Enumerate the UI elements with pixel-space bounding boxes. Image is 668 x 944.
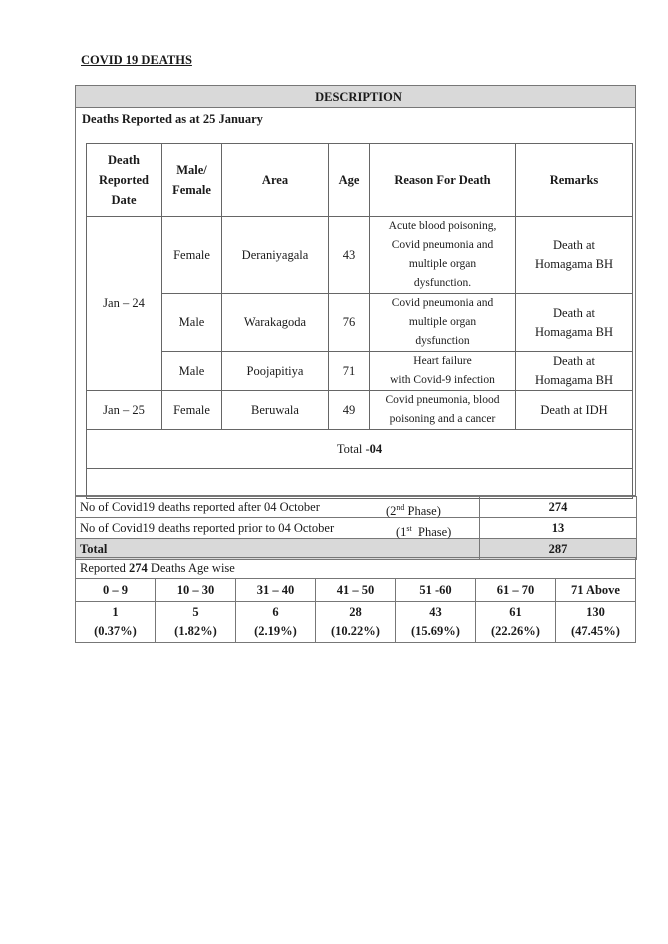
area-cell: Warakagoda — [222, 294, 329, 352]
reason-cell: Heart failure with Covid-9 infection — [370, 352, 516, 391]
area-cell: Deraniyagala — [222, 217, 329, 294]
page-title: COVID 19 DEATHS — [81, 53, 192, 67]
age-count-cell: 6 (2.19%) — [236, 602, 316, 643]
age-count-cell: 130 (47.45%) — [556, 602, 636, 643]
age-count-cell: 1 (0.37%) — [76, 602, 156, 643]
reason-cell: Acute blood poisoning, Covid pneumonia and multiple organ dysfunction. — [370, 217, 516, 294]
age-count-cell: 61 (22.26%) — [476, 602, 556, 643]
area-cell: Beruwala — [222, 391, 329, 430]
remarks-cell: Death at Homagama BH — [516, 352, 633, 391]
header-sex: Male/ Female — [162, 144, 222, 217]
age-range-cell: 0 – 9 — [76, 579, 156, 602]
age-cell: 71 — [329, 352, 370, 391]
table-row — [87, 294, 633, 352]
remarks-cell: Death at Homagama BH — [516, 217, 633, 294]
age-range-cell: 61 – 70 — [476, 579, 556, 602]
total-cell: Total -04 — [87, 430, 633, 469]
description-header: DESCRIPTION — [76, 86, 635, 108]
reason-cell: Covid pneumonia and multiple organ dysfunction — [370, 294, 516, 352]
age-wise-caption-row — [76, 558, 636, 579]
remarks-cell: Death at Homagama BH — [516, 294, 633, 352]
summary-total-value: 287 — [480, 539, 637, 560]
age-count-cell: 28 (10.22%) — [316, 602, 396, 643]
age-cell: 76 — [329, 294, 370, 352]
reason-cell: Covid pneumonia, blood poisoning and a cancer — [370, 391, 516, 430]
table-row — [87, 391, 633, 430]
summary-total-label: Total — [76, 539, 480, 560]
empty-row — [87, 469, 633, 499]
age-range-cell: 10 – 30 — [156, 579, 236, 602]
age-count-cell: 43 (15.69%) — [396, 602, 476, 643]
sex-cell: Male — [162, 352, 222, 391]
empty-cell — [87, 469, 633, 499]
age-range-cell: 71 Above — [556, 579, 636, 602]
header-reason: Reason For Death — [370, 144, 516, 217]
date-cell: Jan – 24 — [87, 217, 162, 391]
date-cell: Jan – 25 — [87, 391, 162, 430]
age-cell: 43 — [329, 217, 370, 294]
summary-table — [75, 496, 637, 560]
sex-cell: Female — [162, 391, 222, 430]
area-cell: Poojapitiya — [222, 352, 329, 391]
sex-cell: Female — [162, 217, 222, 294]
summary-row-after — [76, 497, 637, 518]
age-range-row — [76, 579, 636, 602]
after-october-label: No of Covid19 deaths reported after 04 October (2nd Phase) — [76, 497, 480, 518]
deaths-table-header-row — [87, 144, 633, 217]
age-count-cell: 5 (1.82%) — [156, 602, 236, 643]
age-wise-caption: Reported 274 Deaths Age wise — [76, 558, 636, 579]
age-cell: 49 — [329, 391, 370, 430]
prior-october-label: No of Covid19 deaths reported prior to 04 October (1st Phase) — [76, 518, 480, 539]
total-row — [87, 430, 633, 469]
header-date: Death Reported Date — [87, 144, 162, 217]
sex-cell: Male — [162, 294, 222, 352]
description-frame — [75, 85, 636, 496]
summary-row-prior — [76, 518, 637, 539]
remarks-cell: Death at IDH — [516, 391, 633, 430]
header-area: Area — [222, 144, 329, 217]
age-range-cell: 41 – 50 — [316, 579, 396, 602]
after-october-value: 274 — [480, 497, 637, 518]
table-row — [87, 217, 633, 294]
header-age: Age — [329, 144, 370, 217]
header-remarks: Remarks — [516, 144, 633, 217]
age-range-cell: 51 -60 — [396, 579, 476, 602]
deaths-table — [86, 143, 633, 499]
age-count-row — [76, 602, 636, 643]
prior-october-value: 13 — [480, 518, 637, 539]
deaths-reported-subheading: Deaths Reported as at 25 January — [82, 112, 263, 126]
age-range-cell: 31 – 40 — [236, 579, 316, 602]
age-wise-table — [75, 557, 636, 643]
table-row — [87, 352, 633, 391]
